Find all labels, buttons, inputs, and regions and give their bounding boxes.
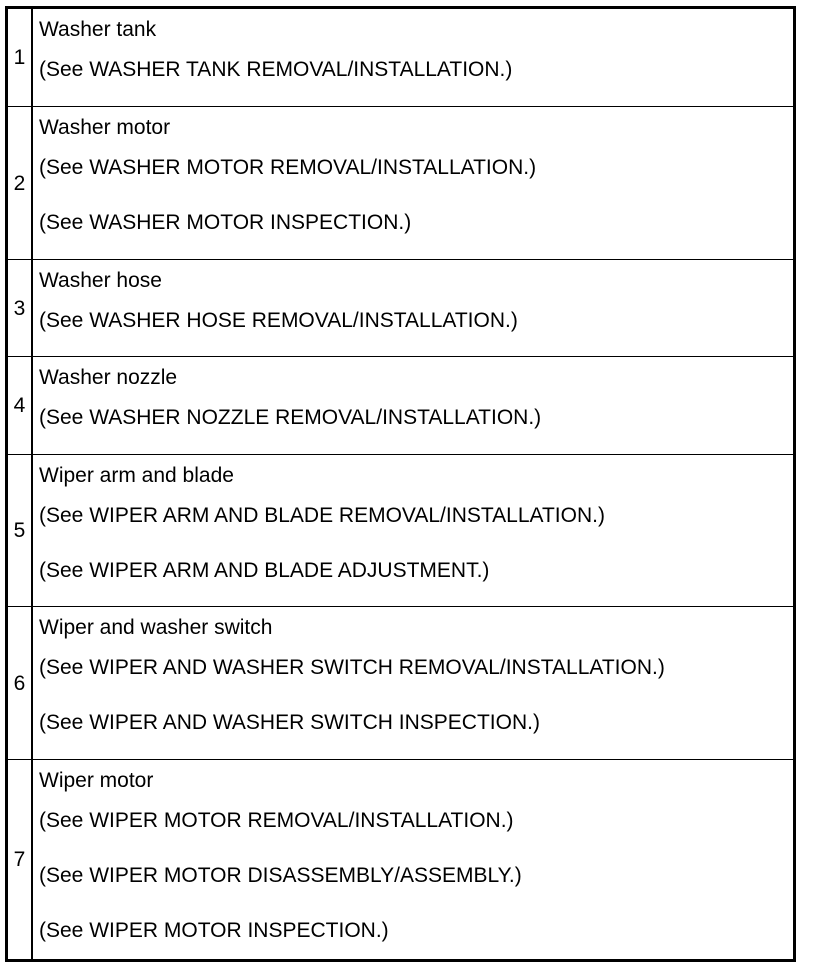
part-title: Washer nozzle <box>39 366 178 389</box>
part-title: Wiper and washer switch <box>39 616 273 639</box>
row-content <box>33 607 793 759</box>
table-row <box>8 356 793 454</box>
part-title: Wiper motor <box>39 769 154 792</box>
reference-link[interactable]: (See WASHER MOTOR REMOVAL/INSTALLATION.) <box>39 156 537 179</box>
table-row <box>8 259 793 356</box>
reference-link[interactable]: (See WIPER AND WASHER SWITCH INSPECTION.) <box>39 711 540 734</box>
table-row <box>8 9 793 106</box>
table-row <box>8 759 793 959</box>
row-number: 2 <box>8 107 33 259</box>
reference-link[interactable]: (See WASHER TANK REMOVAL/INSTALLATION.) <box>39 58 513 81</box>
reference-link[interactable]: (See WIPER MOTOR DISASSEMBLY/ASSEMBLY.) <box>39 864 522 887</box>
table-row <box>8 454 793 606</box>
row-number: 3 <box>8 260 33 356</box>
row-number: 6 <box>8 607 33 759</box>
row-content <box>33 357 793 454</box>
row-content <box>33 455 793 606</box>
table-row <box>8 606 793 759</box>
row-number: 5 <box>8 455 33 606</box>
row-content <box>33 260 793 356</box>
part-title: Washer tank <box>39 18 157 41</box>
row-number: 4 <box>8 357 33 454</box>
reference-link[interactable]: (See WIPER AND WASHER SWITCH REMOVAL/INSTALLATION.) <box>39 656 665 679</box>
reference-link[interactable]: (See WASHER HOSE REMOVAL/INSTALLATION.) <box>39 309 518 332</box>
reference-link[interactable]: (See WASHER NOZZLE REMOVAL/INSTALLATION.) <box>39 406 542 429</box>
row-content <box>33 9 793 106</box>
parts-reference-table <box>5 6 796 962</box>
reference-link[interactable]: (See WIPER ARM AND BLADE ADJUSTMENT.) <box>39 559 490 582</box>
reference-link[interactable]: (See WIPER MOTOR REMOVAL/INSTALLATION.) <box>39 809 514 832</box>
reference-link[interactable]: (See WASHER MOTOR INSPECTION.) <box>39 211 412 234</box>
part-title: Wiper arm and blade <box>39 464 234 487</box>
part-title: Washer hose <box>39 269 162 292</box>
table-row <box>8 106 793 259</box>
reference-link[interactable]: (See WIPER MOTOR INSPECTION.) <box>39 919 389 942</box>
row-content <box>33 760 793 959</box>
row-number: 7 <box>8 760 33 959</box>
row-number: 1 <box>8 9 33 106</box>
reference-link[interactable]: (See WIPER ARM AND BLADE REMOVAL/INSTALLATION.) <box>39 504 605 527</box>
part-title: Washer motor <box>39 116 171 139</box>
row-content <box>33 107 793 259</box>
